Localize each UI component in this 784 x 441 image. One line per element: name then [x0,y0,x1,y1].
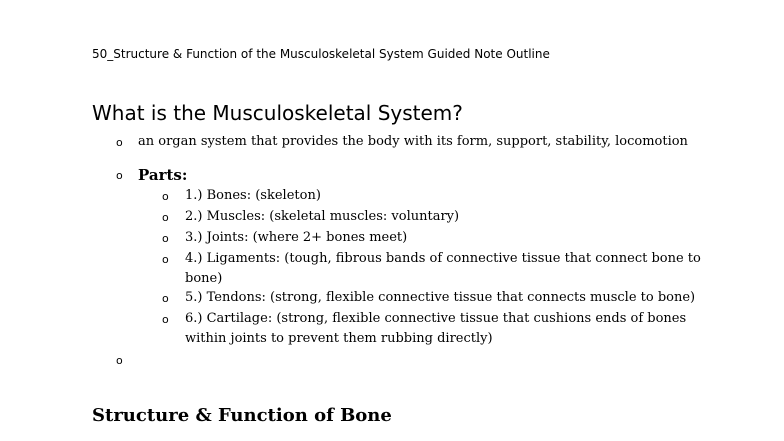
part-item-tendons: 5.) Tendons: (strong, flexible connective tissue that connects muscle to bone) [185,290,696,305]
sub-bullet-marker: o [162,232,169,245]
sub-bullet-marker: o [162,211,169,224]
parts-label: Parts: [138,166,188,184]
sub-bullet-marker: o [162,313,169,326]
part-item-cartilage-cont: within joints to prevent them rubbing directly) [185,331,493,346]
sub-bullet-marker: o [162,190,169,203]
definition-text: an organ system that provides the body with its form, support, stability, locomotion [138,134,688,149]
part-item-cartilage: 6.) Cartilage: (strong, flexible connective tissue that cushions ends of bones [185,311,687,326]
part-item-ligaments: 4.) Ligaments: (tough, fibrous bands of connective tissue that connect bone to [185,251,701,266]
document-header: 50_Structure & Function of the Musculoskeletal System Guided Note Outline [92,47,550,61]
part-item-ligaments-cont: bone) [185,271,223,286]
bullet-marker: o [116,169,123,182]
empty-bullet-marker: o [116,354,123,367]
sub-bullet-marker: o [162,253,169,266]
section-heading: What is the Musculoskeletal System? [92,101,463,125]
sub-bullet-marker: o [162,292,169,305]
subsection-heading: Structure & Function of Bone [92,405,392,426]
part-item-bones: 1.) Bones: (skeleton) [185,188,321,203]
part-item-muscles: 2.) Muscles: (skeletal muscles: voluntary) [185,209,460,224]
bullet-marker: o [116,136,123,149]
part-item-joints: 3.) Joints: (where 2+ bones meet) [185,230,408,245]
